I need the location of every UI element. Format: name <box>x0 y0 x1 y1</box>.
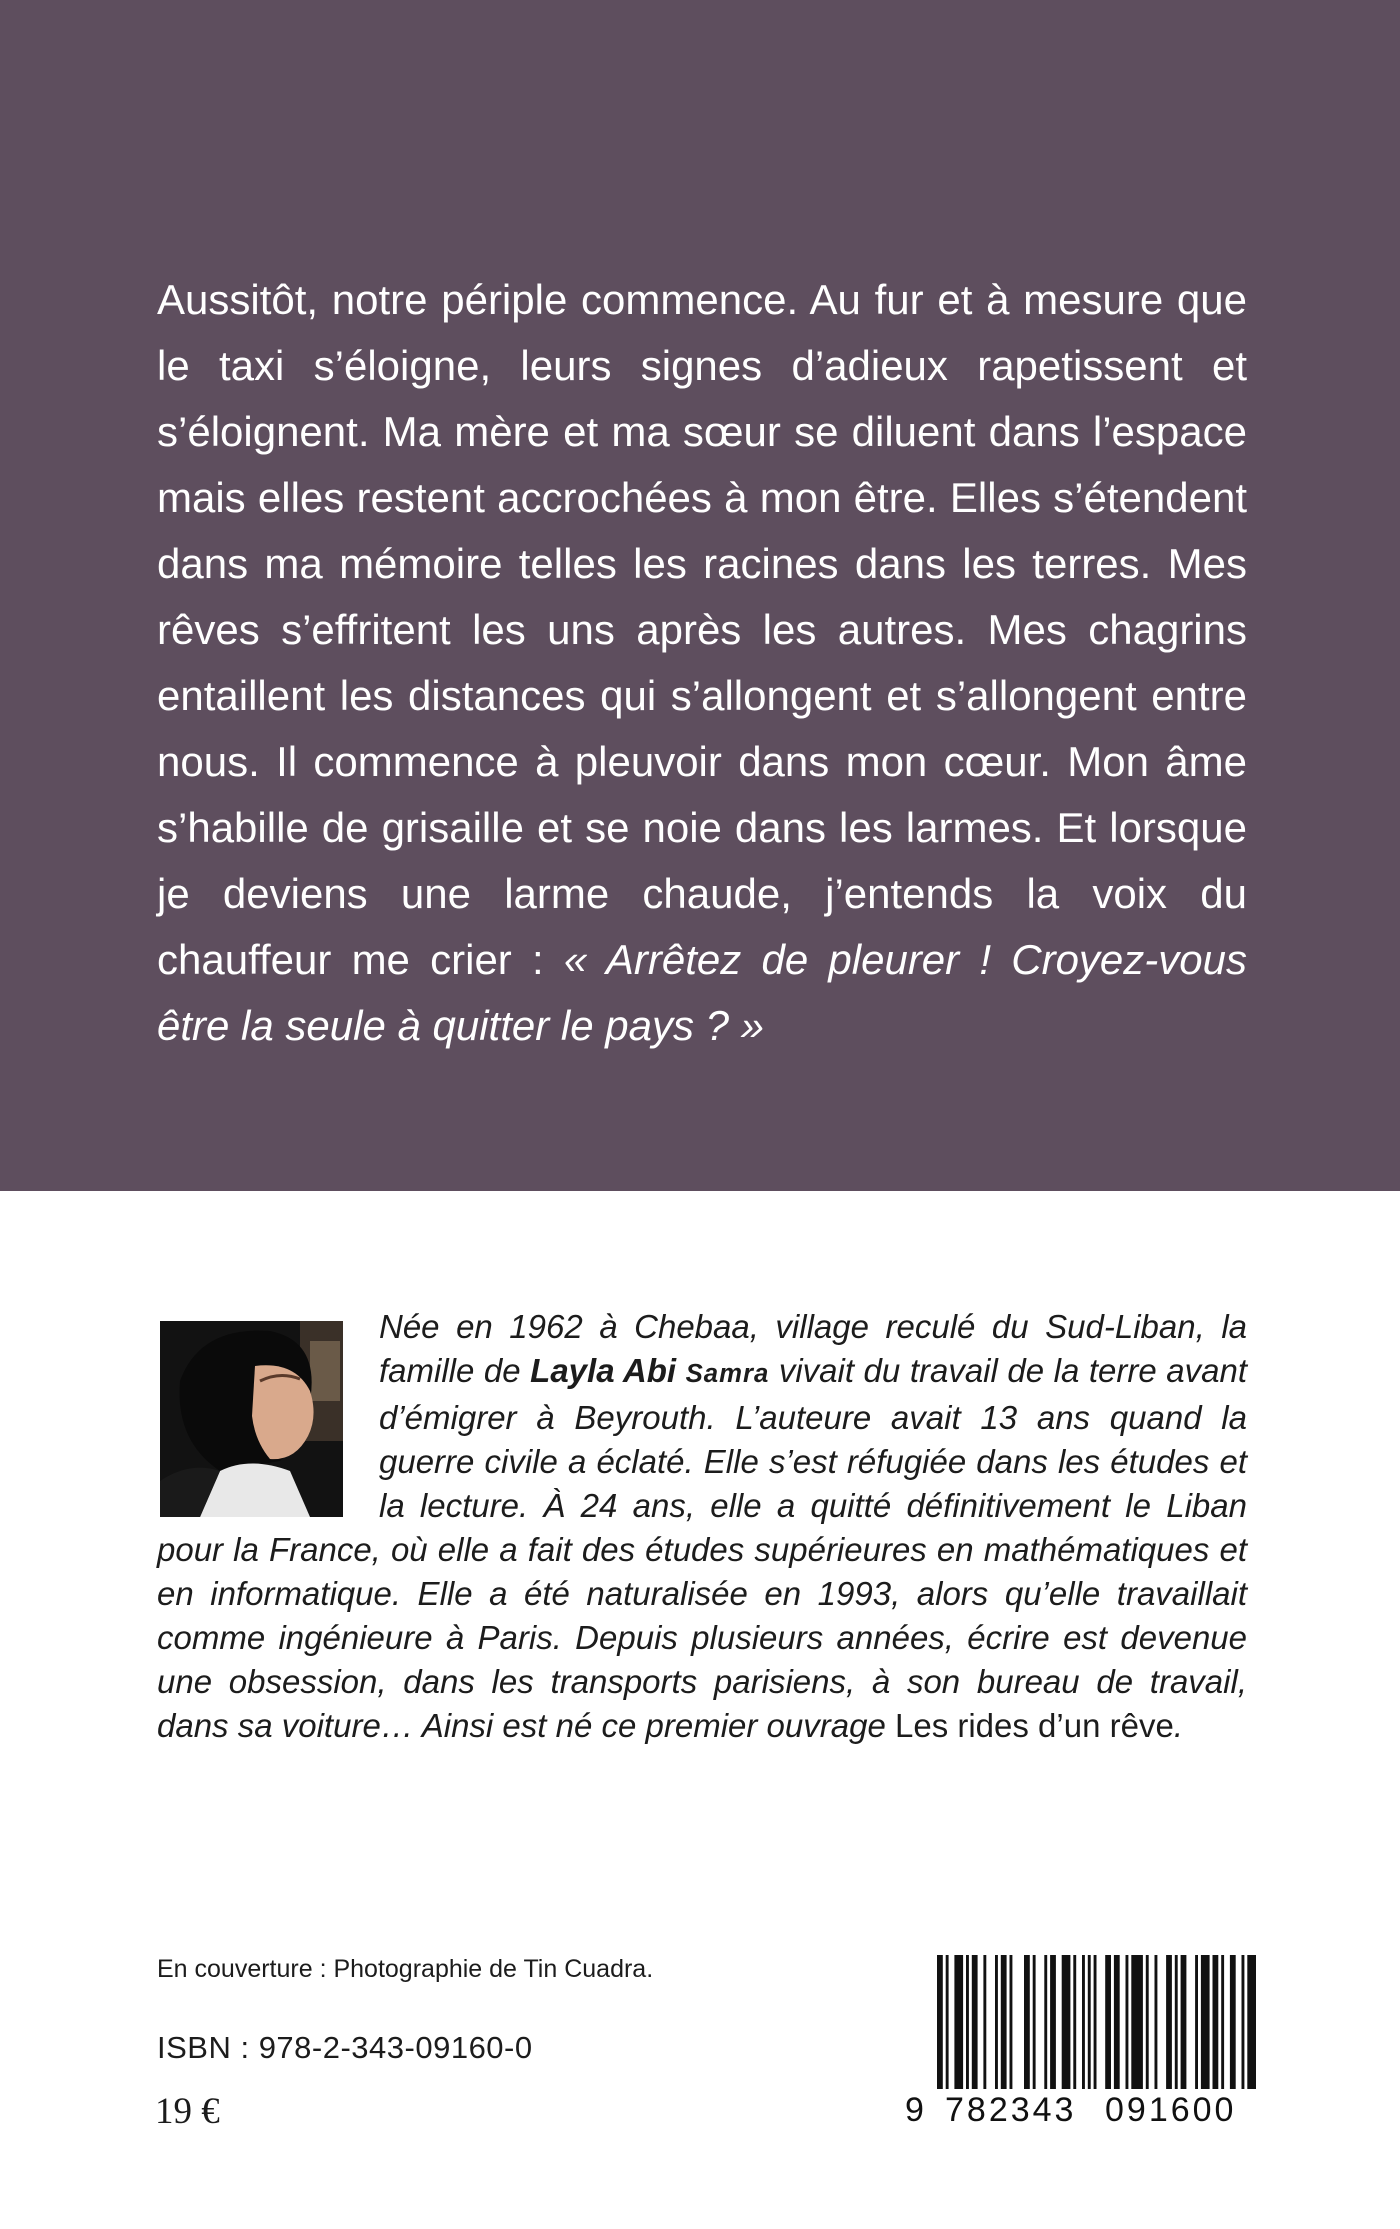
barcode-bar <box>1088 1955 1091 2089</box>
author-first-name: Layla Abi <box>530 1352 686 1389</box>
author-name <box>530 1352 769 1389</box>
barcode-bar <box>1114 1955 1120 2089</box>
barcode-bar <box>1105 1955 1111 2089</box>
barcode-digits-right: 091600 <box>1105 2091 1237 2125</box>
author-photo <box>160 1321 343 1517</box>
barcode-bar <box>1166 1955 1172 2089</box>
barcode-bars <box>937 1955 1256 2089</box>
barcode-bar <box>1094 1955 1097 2089</box>
barcode-bar <box>1247 1955 1256 2089</box>
bio-end: . <box>1173 1707 1183 1744</box>
barcode-bar <box>1082 1955 1085 2089</box>
barcode-bar <box>954 1955 963 2089</box>
excerpt-body: Aussitôt, notre périple commence. Au fur et à mesure que le taxi s’éloigne, leurs signes d’adieux rapetissent et s’éloignent. Ma mère et ma sœur se diluent dans l’espace mais elles restent accrochées à mon être. Elles s’étendent dans ma mémoire telles les racines dans les terres. Mes rêves s’effritent les uns après les autres. Mes chagrins entaillent les distances qui s’allongent et s’allongent entre nous. Il commence à pleuvoir dans mon cœur. Mon âme s’habille de grisaille et se noie dans les larmes. Et lorsque je deviens une larme chaude, j’entends la voix du chauffeur me crier : <box>157 276 1247 983</box>
price: 19 € <box>155 2091 220 2132</box>
barcode-bar <box>1175 1955 1178 2089</box>
barcode-bar <box>1001 1955 1007 2089</box>
cover-credit: En couverture : Photographie de Tin Cuadra. <box>157 1955 654 1983</box>
barcode-bar <box>1044 1955 1047 2089</box>
book-title: Les rides d’un rêve <box>894 1707 1174 1744</box>
barcode-digits-left: 782343 <box>945 2091 1077 2125</box>
barcode-bar <box>1181 1955 1187 2089</box>
barcode-bar <box>946 1955 949 2089</box>
barcode-bar <box>1131 1955 1143 2089</box>
excerpt-quote: « Arrêtez de pleurer ! Croyez-vous être la seule à quitter le pays ? » <box>157 936 1247 1049</box>
barcode-bar <box>1050 1955 1056 2089</box>
excerpt-text <box>157 267 1247 1059</box>
author-portrait-image <box>160 1321 343 1517</box>
barcode-bar <box>983 1955 986 2089</box>
barcode-bar <box>1195 1955 1198 2089</box>
bio-text: vivait du travail de la terre avant d’émigrer à Beyrouth. L’auteure avait 13 ans quand la guerre civile a éclaté. Elle s’est réfugiée dans les études et la lecture. À 24 ans, elle a quitté définitivement le Liban pour la France, où elle a fait des études supérieures en mathématiques et en informatique. Elle a été naturalisée en 1993, alors qu’elle travaillait comme ingénieure à Paris. Depuis plusieurs années, écrire est devenue une obsession, dans les transports parisiens, à son bureau de travail, dans sa voiture… Ainsi est né ce premier ouvrage <box>157 1352 1248 1744</box>
author-biography <box>157 1305 1247 1748</box>
isbn: ISBN : 978-2-343-09160-0 <box>157 2030 533 2065</box>
bio-intro: Née en 1962 à Chebaa, village reculé du Sud-Liban, la famille de <box>379 1308 1247 1389</box>
barcode-bar <box>995 1955 998 2089</box>
barcode-bar <box>966 1955 969 2089</box>
barcode-bar <box>1230 1955 1236 2089</box>
barcode-bar <box>1062 1955 1071 2089</box>
barcode-bar <box>972 1955 978 2089</box>
barcode-bar <box>1010 1955 1013 2089</box>
author-last-name: Samra <box>685 1360 770 1388</box>
barcode-bar <box>1213 1955 1219 2089</box>
barcode-bar <box>1201 1955 1210 2089</box>
barcode-bar <box>1024 1955 1030 2089</box>
barcode-bar <box>1126 1955 1129 2089</box>
barcode-bar <box>937 1955 943 2089</box>
barcode <box>905 1955 1265 2125</box>
barcode-digit-lead: 9 <box>905 2091 924 2125</box>
barcode-bar <box>1242 1955 1245 2089</box>
barcode-bar <box>1033 1955 1036 2089</box>
barcode-bar <box>1073 1955 1076 2089</box>
barcode-bar <box>1146 1955 1149 2089</box>
barcode-bar <box>1221 1955 1224 2089</box>
barcode-bar <box>1155 1955 1158 2089</box>
